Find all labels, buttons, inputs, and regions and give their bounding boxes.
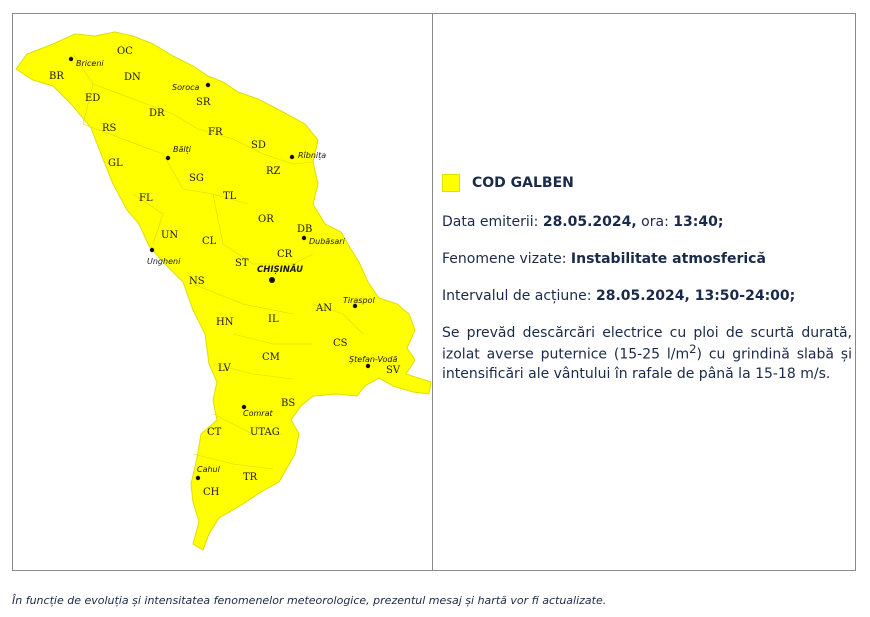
footer-note: În funcție de evoluția și intensitatea fenomenelor meteorologice, prezentul mesaj și hartă vor fi actualizate. bbox=[12, 594, 607, 607]
district-label-rs: RS bbox=[102, 123, 117, 134]
city-marker-ribnita bbox=[290, 155, 294, 159]
district-label-st: ST bbox=[235, 258, 249, 269]
city-label-stefan-voda: Ștefan-Vodă bbox=[349, 355, 398, 364]
city-label-soroca: Soroca bbox=[172, 83, 200, 92]
interval-label: Intervalul de acțiune: bbox=[442, 287, 592, 304]
city-label-briceni: Briceni bbox=[76, 59, 104, 68]
capital-label-chisinau: CHIȘINĂU bbox=[257, 265, 304, 275]
description-part-2: ) cu grindină slabă și intensificări ale vântului în rafale de până la 15-18 m/s. bbox=[442, 347, 852, 382]
city-marker-cahul bbox=[196, 476, 200, 480]
warning-map bbox=[13, 14, 432, 570]
city-marker-chisinau bbox=[269, 277, 275, 283]
interval-value: 28.05.2024, 13:50-24:00; bbox=[595, 287, 796, 304]
district-label-rz: RZ bbox=[266, 166, 281, 177]
district-label-cr: CR bbox=[277, 249, 293, 260]
description-part-1: Se prevăd descărcări electrice cu ploi de scurtă durată, izolat averse puternice (15-25 l/m bbox=[442, 324, 852, 364]
city-marker-briceni bbox=[69, 57, 73, 61]
phenomena-row bbox=[442, 250, 852, 269]
district-label-an: AN bbox=[316, 303, 332, 314]
district-label-il: IL bbox=[268, 314, 279, 325]
district-label-ed: ED bbox=[85, 93, 101, 104]
district-label-bs: BS bbox=[281, 398, 296, 409]
district-label-dr: DR bbox=[149, 108, 165, 119]
city-marker-dubasari bbox=[302, 236, 306, 240]
district-label-ch: CH bbox=[203, 487, 220, 498]
district-label-ct: CT bbox=[207, 427, 222, 438]
district-label-sr: SR bbox=[196, 97, 211, 108]
warning-code-label: COD GALBEN bbox=[472, 175, 574, 191]
district-label-cl: CL bbox=[202, 236, 217, 247]
district-label-hn: HN bbox=[216, 317, 234, 328]
issued-time: 13:40; bbox=[673, 213, 724, 230]
district-label-dn: DN bbox=[124, 72, 141, 83]
district-label-un: UN bbox=[161, 230, 179, 241]
district-label-cm: CM bbox=[262, 352, 280, 363]
phenomena-label: Fenomene vizate: bbox=[442, 250, 567, 267]
district-label-cs: CS bbox=[333, 338, 348, 349]
district-label-fr: FR bbox=[208, 127, 223, 138]
district-label-sg: SG bbox=[189, 173, 204, 184]
district-label-br: BR bbox=[49, 71, 64, 82]
city-label-dubasari: Dubăsari bbox=[309, 237, 345, 246]
warning-info-panel bbox=[442, 174, 852, 402]
warning-code-row bbox=[442, 174, 852, 193]
moldova-territory bbox=[16, 32, 431, 550]
district-label-gl: GL bbox=[108, 158, 123, 169]
yellow-code-swatch bbox=[442, 174, 460, 192]
interval-row bbox=[442, 287, 852, 306]
city-label-ungheni: Ungheni bbox=[147, 257, 181, 266]
issued-row bbox=[442, 213, 852, 232]
city-label-ribnita: Rîbnița bbox=[298, 151, 327, 160]
district-label-ns: NS bbox=[189, 276, 205, 287]
district-label-sd: SD bbox=[251, 140, 266, 151]
description-superscript: 2 bbox=[689, 342, 697, 357]
district-label-tl: TL bbox=[223, 191, 237, 202]
time-label: ora: bbox=[641, 213, 669, 230]
city-label-comrat: Comrat bbox=[243, 409, 273, 418]
city-label-tiraspol: Tiraspol bbox=[343, 296, 375, 305]
city-label-cahul: Cahul bbox=[197, 465, 220, 474]
district-label-lv: LV bbox=[218, 363, 231, 374]
district-label-sv: SV bbox=[386, 365, 401, 376]
district-label-tr: TR bbox=[243, 472, 258, 483]
panel-divider bbox=[432, 13, 433, 571]
city-marker-balti bbox=[166, 156, 170, 160]
city-label-balti: Bălți bbox=[173, 145, 191, 154]
city-marker-stefan-voda bbox=[366, 364, 370, 368]
district-label-db: DB bbox=[297, 224, 313, 235]
issued-label: Data emiterii: bbox=[442, 213, 539, 230]
warning-description bbox=[442, 324, 852, 384]
city-marker-soroca bbox=[206, 83, 210, 87]
issued-date: 28.05.2024, bbox=[542, 213, 637, 230]
district-label-or: OR bbox=[258, 214, 274, 225]
district-label-fl: FL bbox=[139, 193, 153, 204]
district-label-oc: OC bbox=[117, 46, 133, 57]
phenomena-value: Instabilitate atmosferică bbox=[570, 250, 766, 267]
district-label-utag: UTAG bbox=[250, 427, 280, 438]
city-marker-ungheni bbox=[150, 248, 154, 252]
